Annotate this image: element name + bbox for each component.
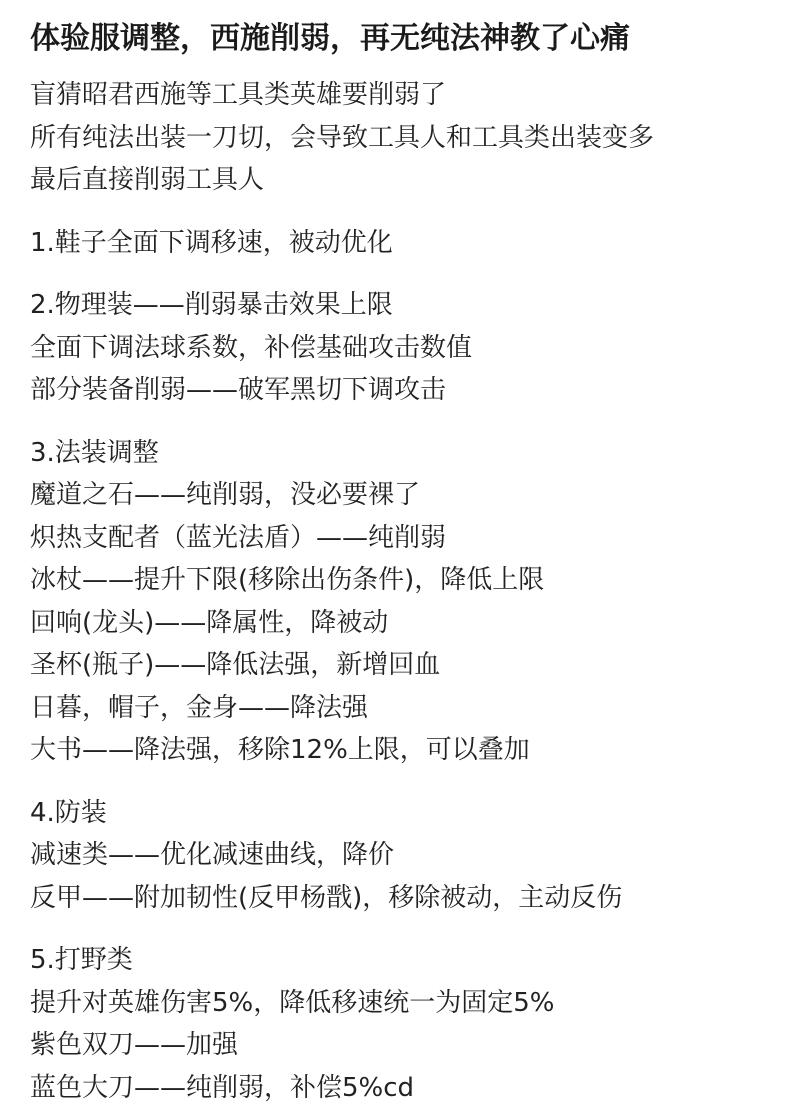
post-title: 体验服调整，西施削弱，再无纯法神教了心痛 [30,21,630,56]
section-line: 反甲——附加韧性(反甲杨戬)，移除被动，主动反伤 [30,882,623,913]
section-line: 蓝色大刀——纯削弱，补偿5%cd [30,1072,415,1103]
section-heading: 2.物理装——削弱暴击效果上限 [30,290,393,320]
section-heading: 5.打野类 [30,945,133,975]
section-heading: 3.法装调整 [30,437,159,468]
section-line: 回响(龙头)——降属性，降被动 [30,607,389,638]
post-body [30,74,790,1105]
section-line: 全面下调法球系数，补偿基础攻击数值 [30,332,473,363]
section-heading: 1.鞋子全面下调移速，被动优化 [30,227,393,258]
intro-line: 所有纯法出装一刀切，会导致工具人和工具类出装变多 [30,122,655,153]
section-line: 减速类——优化减速曲线，降价 [30,840,395,870]
section-line: 圣杯(瓶子)——降低法强，新增回血 [30,650,441,680]
section-line: 大书——降法强，移除12%上限，可以叠加 [30,735,530,765]
section-line: 日暮，帽子，金身——降法强 [30,692,369,723]
section-defense-items [30,792,790,920]
section-magic-items [30,432,790,772]
intro-line: 盲猜昭君西施等工具类英雄要削弱了 [30,80,447,110]
intro-line: 最后直接削弱工具人 [30,165,265,195]
section-line: 炽热支配者（蓝光法盾）——纯削弱 [30,522,447,553]
section-line: 魔道之石——纯削弱，没必要裸了 [30,480,421,510]
intro-paragraph [30,74,790,202]
section-boots [30,222,790,265]
section-line: 部分装备削弱——破军黑切下调攻击 [30,375,447,405]
section-heading: 4.防装 [30,797,107,828]
section-physical-items [30,284,790,412]
section-line: 冰杖——提升下限(移除出伤条件)，降低上限 [30,565,545,595]
section-line: 提升对英雄伤害5%，降低移速统一为固定5% [30,987,555,1018]
section-jungle-items [30,939,790,1105]
section-line: 紫色双刀——加强 [30,1030,239,1060]
